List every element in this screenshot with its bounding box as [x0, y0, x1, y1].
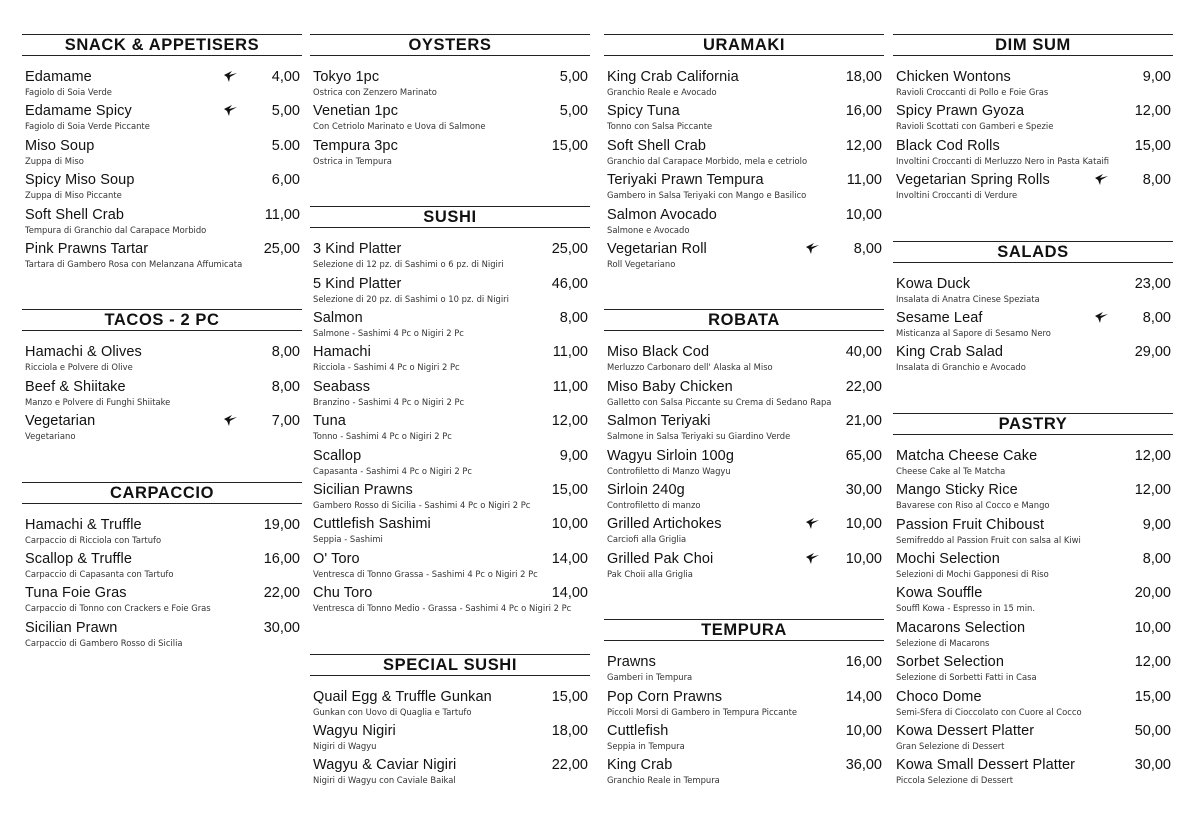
menu-item-description: Selezione di 20 pz. di Sashimi o 10 pz. di Nigiri: [313, 293, 509, 304]
section-header: SALADS: [893, 241, 1173, 263]
menu-item-description: Roll Vegetariano: [607, 259, 676, 269]
menu-item-name: Venetian 1pc: [313, 103, 399, 120]
menu-item-price: 11,00: [552, 378, 588, 395]
menu-item-name: Chicken Wontons: [896, 69, 1011, 85]
menu-item-name: King Crab: [607, 757, 673, 774]
menu-item-name: Edamame Spicy: [25, 103, 132, 120]
menu-item-name: Pink Prawns Tartar: [25, 241, 149, 257]
menu-item-price: 15,00: [1134, 137, 1171, 154]
menu-item: [22, 413, 302, 447]
menu-item-description: Carpaccio di Tonno con Crackers e Foie Gras: [25, 603, 211, 614]
menu-item-description: Granchio Reale e Avocado: [607, 87, 717, 97]
menu-item: [893, 551, 1173, 585]
menu-item-description: Semi-Sfera di Cioccolato con Cuore al Cocco: [896, 706, 1082, 717]
menu-item: [310, 379, 590, 413]
menu-item-name: Matcha Cheese Cake: [896, 447, 1038, 464]
menu-item: [22, 551, 302, 585]
menu-item-description: Controfiletto di manzo: [607, 500, 701, 510]
menu-item-price: 29,00: [1134, 344, 1171, 361]
menu-item-price: 10,00: [1134, 619, 1171, 636]
menu-item-description: Gunkan con Uovo di Quaglia e Tartufo: [313, 706, 472, 717]
menu-item: [604, 241, 884, 275]
menu-item-name: Kowa Dessert Platter: [896, 723, 1035, 739]
menu-item-price: 25,00: [551, 241, 588, 258]
menu-item-description: Capasanta - Sashimi 4 Pc o Nigiri 2 Pc: [313, 465, 472, 476]
menu-item: [22, 620, 302, 654]
menu-item: [893, 103, 1173, 137]
menu-item-name: Cuttlefish Sashimi: [313, 516, 431, 533]
section-header: URAMAKI: [604, 34, 884, 56]
menu-item-price: 14,00: [845, 688, 882, 705]
menu-item: [893, 310, 1173, 344]
section-header: TACOS - 2 PC: [22, 309, 302, 331]
menu-item-name: Sirloin 240g: [607, 482, 685, 498]
menu-item-name: Prawns: [607, 654, 656, 671]
menu-item: [310, 241, 590, 275]
menu-item: [893, 757, 1173, 791]
menu-item-name: Sesame Leaf: [896, 310, 983, 326]
menu-item-price: 8,00: [271, 378, 300, 395]
menu-item-description: Salmone - Sashimi 4 Pc o Nigiri 2 Pc: [313, 328, 464, 338]
menu-item-description: Tartara di Gambero Rosa con Melanzana Affumicata: [25, 259, 243, 269]
menu-item-description: Piccoli Morsi di Gambero in Tempura Piccante: [607, 706, 798, 717]
menu-item-price: 14,00: [551, 550, 588, 567]
menu-item-price: 15,00: [551, 688, 588, 705]
menu-item-price: 11,00: [552, 344, 588, 361]
menu-item: [604, 757, 884, 791]
menu-item-description: Ventresca di Tonno Medio - Grassa - Sashimi 4 Pc o Nigiri 2 Pc: [313, 603, 572, 614]
menu-item-name: Soft Shell Crab: [607, 137, 707, 154]
section-header: ROBATA: [604, 309, 884, 331]
menu-item-price: 9,00: [1142, 516, 1171, 533]
menu-item: [604, 69, 884, 103]
menu-item-description: Zuppa di Miso Piccante: [25, 190, 122, 201]
menu-item: [604, 689, 884, 723]
menu-item: [310, 585, 590, 619]
menu-item-name: Chu Toro: [313, 585, 373, 602]
menu-item-description: Souffl Kowa - Espresso in 15 min.: [896, 603, 1036, 614]
menu-item-price: 12,00: [1134, 447, 1171, 464]
menu-item-price: 15,00: [551, 482, 588, 498]
menu-item-price: 10,00: [845, 550, 882, 567]
menu-item: [893, 723, 1173, 757]
menu-item-name: Cuttlefish: [607, 723, 669, 739]
menu-item-name: Vegetarian Spring Rolls: [896, 172, 1050, 189]
vegetarian-bird-icon: [805, 242, 820, 255]
vegetarian-bird-icon: [805, 517, 820, 530]
menu-item-description: Granchio Reale in Tempura: [607, 775, 720, 786]
menu-item-description: Vegetariano: [25, 431, 76, 442]
section-header: PASTRY: [893, 413, 1173, 435]
menu-item: [893, 482, 1173, 516]
menu-item-description: Gambero in Salsa Teriyaki con Mango e Basilico: [607, 190, 807, 201]
menu-item-description: Ostrica in Tempura: [313, 155, 392, 166]
menu-item: [893, 620, 1173, 654]
menu-item-description: Ricciola - Sashimi 4 Pc o Nigiri 2 Pc: [313, 362, 460, 373]
menu-item: [604, 654, 884, 688]
menu-item-name: Grilled Pak Choi: [607, 550, 714, 567]
menu-item-name: Spicy Tuna: [607, 103, 680, 120]
menu-item-description: Insalata di Granchio e Avocado: [896, 362, 1026, 373]
menu-item-name: Spicy Prawn Gyoza: [896, 103, 1025, 120]
menu-item-name: 5 Kind Platter: [313, 275, 402, 292]
menu-item-description: Ravioli Scottati con Gamberi e Spezie: [896, 121, 1054, 132]
menu-item-price: 18,00: [551, 723, 588, 739]
menu-item-price: 19,00: [263, 516, 300, 533]
menu-item-description: Bavarese con Riso al Cocco e Mango: [896, 500, 1050, 511]
menu-item-price: 8,00: [853, 241, 882, 257]
vegetarian-bird-icon: [1094, 311, 1109, 324]
menu-item: [22, 172, 302, 206]
menu-item: [604, 413, 884, 447]
menu-item: [22, 517, 302, 551]
menu-item-description: Zuppa di Miso: [25, 155, 84, 166]
menu-item-name: Passion Fruit Chiboust: [896, 516, 1045, 533]
menu-item-description: Seppia in Tempura: [607, 741, 685, 751]
menu-item-name: Wagyu & Caviar Nigiri: [313, 757, 457, 774]
menu-item-name: Kowa Duck: [896, 275, 971, 292]
menu-item: [604, 448, 884, 482]
menu-item-price: 30,00: [845, 482, 882, 498]
menu-item: [310, 69, 590, 103]
menu-item-description: Misticanza al Sapore di Sesamo Nero: [896, 328, 1051, 338]
menu-item: [310, 138, 590, 172]
menu-item: [310, 551, 590, 585]
menu-item-description: Insalata di Anatra Cinese Speziata: [896, 293, 1040, 304]
menu-item-description: Involtini Croccanti di Merluzzo Nero in Pasta Kataifi: [896, 155, 1110, 166]
menu-item-price: 5.00: [271, 137, 300, 154]
menu-item-description: Cheese Cake al Te Matcha: [896, 465, 1006, 476]
menu-item-description: Selezione di 12 pz. di Sashimi o 6 pz. di Nigiri: [313, 259, 504, 270]
menu-item-description: Ravioli Croccanti di Pollo e Foie Gras: [896, 87, 1049, 97]
menu-item: [22, 103, 302, 137]
section-header: TEMPURA: [604, 619, 884, 641]
menu-item-name: Wagyu Nigiri: [313, 723, 396, 739]
menu-item-name: Sicilian Prawns: [313, 482, 413, 498]
menu-item-name: Wagyu Sirloin 100g: [607, 447, 734, 464]
menu-item-name: O' Toro: [313, 550, 360, 567]
menu-item-name: Sicilian Prawn: [25, 619, 118, 636]
menu-item-description: Nigiri di Wagyu: [313, 741, 377, 751]
menu-item: [893, 138, 1173, 172]
menu-item-description: Involtini Croccanti di Verdure: [896, 190, 1018, 201]
menu-item-price: 15,00: [551, 137, 588, 154]
menu-item: [604, 551, 884, 585]
section-header: SPECIAL SUSHI: [310, 654, 590, 676]
menu-item-description: Fagiolo di Soia Verde: [25, 87, 112, 97]
menu-item-description: Nigiri di Wagyu con Caviale Baikal: [313, 775, 456, 786]
menu-item-name: Sorbet Selection: [896, 654, 1004, 671]
menu-item-price: 5,00: [559, 69, 588, 85]
menu-item-name: Quail Egg & Truffle Gunkan: [313, 688, 492, 705]
menu-item-description: Seppia - Sashimi: [313, 534, 383, 545]
menu-item-description: Tonno con Salsa Piccante: [607, 121, 713, 132]
menu-item: [310, 344, 590, 378]
menu-item-name: Pop Corn Prawns: [607, 688, 723, 705]
menu-item-price: 8,00: [1142, 310, 1171, 326]
menu-item: [310, 689, 590, 723]
menu-item-description: Ricciola e Polvere di Olive: [25, 362, 133, 373]
menu-item-price: 22,00: [845, 378, 882, 395]
menu-item-description: Merluzzo Carbonaro dell' Alaska al Miso: [607, 362, 773, 373]
menu-item: [893, 654, 1173, 688]
vegetarian-bird-icon: [223, 414, 238, 427]
menu-item-name: Salmon Teriyaki: [607, 413, 711, 430]
menu-item-name: Seabass: [313, 378, 371, 395]
menu-item-price: 11,00: [264, 206, 300, 223]
menu-item-description: Pak Choii alla Griglia: [607, 568, 693, 579]
menu-item-description: Semifreddo al Passion Fruit con salsa al Kiwi: [896, 534, 1081, 545]
menu-item: [22, 138, 302, 172]
vegetarian-bird-icon: [1094, 173, 1109, 186]
menu-item-name: Macarons Selection: [896, 619, 1026, 636]
menu-item: [604, 482, 884, 516]
menu-item-price: 12,00: [845, 137, 882, 154]
menu-item-price: 8,00: [559, 310, 588, 326]
menu-item-price: 12,00: [1134, 482, 1171, 499]
menu-item: [604, 172, 884, 206]
menu-item-name: King Crab Salad: [896, 344, 1004, 361]
menu-item-name: Miso Black Cod: [607, 344, 710, 361]
menu-item: [310, 516, 590, 550]
menu-item-name: Hamachi & Truffle: [25, 516, 142, 533]
menu-item: [604, 723, 884, 757]
menu-item-name: Scallop & Truffle: [25, 551, 133, 567]
menu-item: [310, 310, 590, 344]
menu-item-price: 18,00: [845, 69, 882, 85]
menu-item-description: Gran Selezione di Dessert: [896, 741, 1005, 751]
menu-item: [22, 585, 302, 619]
menu-item-price: 4,00: [271, 69, 300, 85]
menu-item-price: 5,00: [559, 103, 588, 120]
menu-item-price: 7,00: [271, 413, 300, 430]
menu-item: [893, 344, 1173, 378]
section-header: SUSHI: [310, 206, 590, 228]
menu-item-price: 12,00: [1134, 654, 1171, 671]
menu-item: [22, 207, 302, 241]
menu-item-price: 25,00: [263, 241, 300, 257]
section-header: OYSTERS: [310, 34, 590, 56]
menu-item-price: 50,00: [1134, 723, 1171, 739]
menu-item-name: Edamame: [25, 69, 92, 85]
menu-item-price: 30,00: [1134, 757, 1171, 774]
menu-item: [22, 344, 302, 378]
menu-item-name: Salmon Avocado: [607, 206, 717, 223]
menu-item-description: Selezioni di Mochi Gapponesi di Riso: [896, 569, 1049, 579]
menu-item-name: Mochi Selection: [896, 551, 1000, 567]
menu-item-description: Piccola Selezione di Dessert: [896, 775, 1014, 786]
menu-item-price: 12,00: [551, 413, 588, 430]
menu-item: [604, 138, 884, 172]
menu-item-description: Ventresca di Tonno Grassa - Sashimi 4 Pc o Nigiri 2 Pc: [313, 568, 538, 579]
vegetarian-bird-icon: [223, 70, 238, 83]
menu-item-price: 16,00: [263, 551, 300, 567]
menu-item-name: Beef & Shiitake: [25, 378, 126, 395]
menu-item-description: Salmone in Salsa Teriyaki su Giardino Verde: [607, 431, 791, 442]
menu-item-description: Gambero Rosso di Sicilia - Sashimi 4 Pc o Nigiri 2 Pc: [313, 500, 531, 510]
menu-item: [893, 276, 1173, 310]
menu-item-description: Selezione di Macarons: [896, 637, 990, 648]
menu-item-name: Hamachi & Olives: [25, 344, 142, 361]
menu-item-price: 10,00: [845, 206, 882, 223]
menu-item-name: Soft Shell Crab: [25, 206, 125, 223]
menu-item-price: 10,00: [845, 723, 882, 739]
menu-item-description: Granchio dal Carapace Morbido, mela e cetriolo: [607, 155, 808, 166]
menu-item-description: Manzo e Polvere di Funghi Shiitake: [25, 396, 171, 407]
menu-item-price: 14,00: [551, 585, 588, 602]
menu-item-name: Miso Soup: [25, 137, 95, 154]
menu-item: [893, 69, 1173, 103]
section-header: DIM SUM: [893, 34, 1173, 56]
menu-item-name: Scallop: [313, 447, 362, 464]
menu-item: [604, 103, 884, 137]
menu-item-description: Galletto con Salsa Piccante su Crema di Sedano Rapa: [607, 396, 832, 407]
menu-item: [310, 482, 590, 516]
menu-item-price: 10,00: [845, 516, 882, 533]
vegetarian-bird-icon: [223, 104, 238, 117]
menu-item-price: 10,00: [551, 516, 588, 533]
menu-item-name: Black Cod Rolls: [896, 137, 1000, 154]
menu-item-description: Salmone e Avocado: [607, 224, 690, 235]
menu-item-price: 8,00: [1142, 172, 1171, 189]
menu-item-name: Teriyaki Prawn Tempura: [607, 172, 764, 189]
menu-item-price: 16,00: [845, 103, 882, 120]
menu-item: [604, 516, 884, 550]
menu-item-name: Tuna Foie Gras: [25, 585, 127, 602]
section-header: CARPACCIO: [22, 482, 302, 504]
menu-item: [310, 103, 590, 137]
menu-item-price: 16,00: [845, 654, 882, 671]
menu-item-description: Ostrica con Zenzero Marinato: [313, 87, 437, 97]
menu-item: [893, 517, 1173, 551]
menu-item-name: Salmon: [313, 310, 363, 326]
menu-item-name: Tempura 3pc: [313, 137, 398, 154]
menu-item: [22, 69, 302, 103]
menu-item-description: Carciofi alla Griglia: [607, 534, 687, 545]
menu-item-name: Choco Dome: [896, 688, 982, 705]
menu-item-price: 11,00: [846, 172, 882, 189]
menu-item: [604, 379, 884, 413]
menu-item: [310, 448, 590, 482]
menu-item-price: 65,00: [845, 447, 882, 464]
menu-item: [604, 207, 884, 241]
menu-item: [310, 276, 590, 310]
menu-item-description: Gamberi in Tempura: [607, 672, 693, 683]
menu-item: [22, 241, 302, 275]
menu-item: [893, 689, 1173, 723]
menu-item-name: Kowa Souffle: [896, 585, 983, 602]
menu-item-price: 30,00: [263, 619, 300, 636]
menu-item-name: King Crab California: [607, 69, 739, 85]
menu-item-description: Tempura di Granchio dal Carapace Morbido: [25, 224, 207, 235]
menu-item-price: 46,00: [551, 275, 588, 292]
menu-item-description: Con Cetriolo Marinato e Uova di Salmone: [313, 121, 486, 132]
menu-item-price: 9,00: [1142, 69, 1171, 85]
menu-item-description: Selezione di Sorbetti Fatti in Casa: [896, 672, 1037, 683]
menu-item: [22, 379, 302, 413]
menu-item-name: Mango Sticky Rice: [896, 482, 1018, 499]
menu-item: [893, 172, 1173, 206]
menu-item-name: Tuna: [313, 413, 346, 430]
menu-item-price: 6,00: [271, 172, 300, 189]
menu-item-price: 15,00: [1134, 688, 1171, 705]
menu-item-name: Vegetarian Roll: [607, 241, 707, 257]
menu-item: [310, 757, 590, 791]
section-header: SNACK & APPETISERS: [22, 34, 302, 56]
menu-item-name: Tokyo 1pc: [313, 69, 380, 85]
menu-item-description: Carpaccio di Gambero Rosso di Sicilia: [25, 637, 183, 648]
menu-item-price: 22,00: [263, 585, 300, 602]
menu-item-description: Carpaccio di Capasanta con Tartufo: [25, 569, 174, 579]
menu-item: [893, 448, 1173, 482]
menu-item-price: 5,00: [271, 103, 300, 120]
menu-item-description: Tonno - Sashimi 4 Pc o Nigiri 2 Pc: [313, 431, 452, 442]
menu-item-price: 36,00: [845, 757, 882, 774]
menu-item-description: Carpaccio di Ricciola con Tartufo: [25, 534, 162, 545]
menu-item-name: Vegetarian: [25, 413, 96, 430]
vegetarian-bird-icon: [805, 552, 820, 565]
menu-item-price: 21,00: [845, 413, 882, 430]
menu-item-price: 23,00: [1134, 275, 1171, 292]
menu-item-price: 8,00: [271, 344, 300, 361]
menu-item-price: 22,00: [551, 757, 588, 774]
menu-item: [310, 723, 590, 757]
menu-item: [310, 413, 590, 447]
menu-item-description: Branzino - Sashimi 4 Pc o Nigiri 2 Pc: [313, 396, 465, 407]
menu-item-price: 40,00: [845, 344, 882, 361]
menu-item-description: Controfiletto di Manzo Wagyu: [607, 465, 731, 476]
menu-item-name: Grilled Artichokes: [607, 516, 722, 533]
menu-item-price: 9,00: [559, 447, 588, 464]
menu-item-description: Fagiolo di Soia Verde Piccante: [25, 121, 150, 132]
menu-item-price: 20,00: [1134, 585, 1171, 602]
menu-item: [604, 344, 884, 378]
menu-item-name: Kowa Small Dessert Platter: [896, 757, 1076, 774]
menu-item-name: Miso Baby Chicken: [607, 378, 733, 395]
menu-item: [893, 585, 1173, 619]
menu-item-name: Spicy Miso Soup: [25, 172, 135, 189]
menu-item-price: 12,00: [1134, 103, 1171, 120]
menu-item-name: Hamachi: [313, 344, 371, 361]
menu-item-price: 8,00: [1142, 551, 1171, 567]
menu-item-name: 3 Kind Platter: [313, 241, 402, 258]
